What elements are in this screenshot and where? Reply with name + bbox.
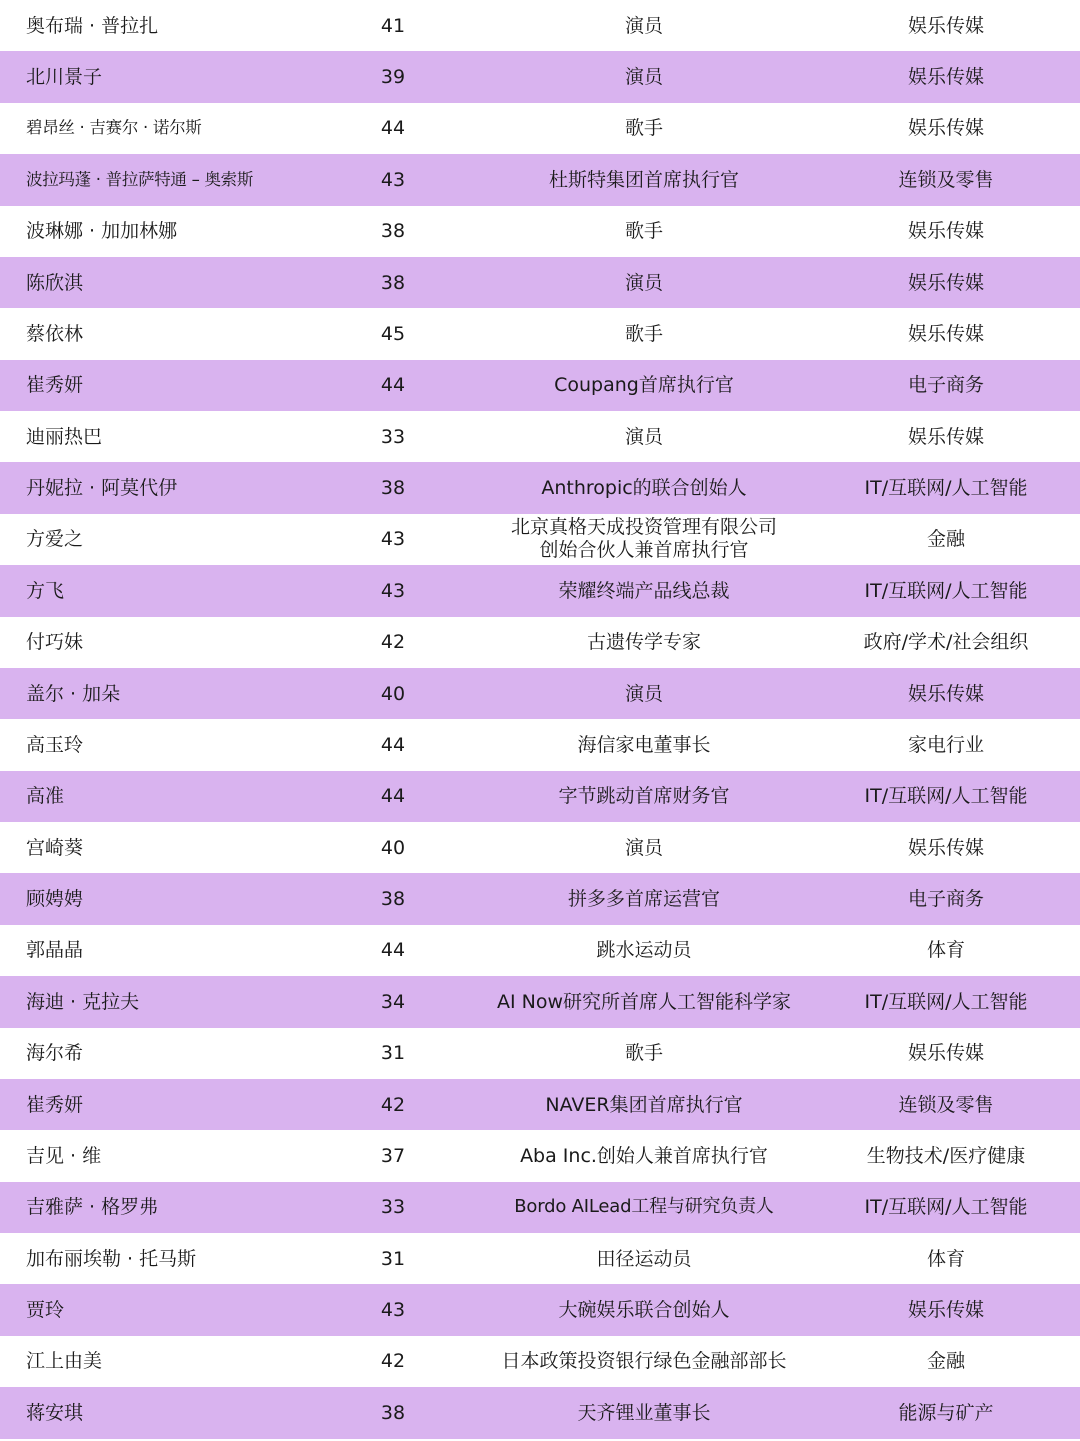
name-cell: 方爱之 xyxy=(26,528,84,551)
table-row xyxy=(0,514,1080,565)
industry-cell: 娱乐传媒 xyxy=(907,117,984,140)
age-cell: 44 xyxy=(380,785,406,808)
table-row xyxy=(0,668,1080,719)
name-cell: 江上由美 xyxy=(26,1350,103,1373)
title-cell: 大碗娱乐联合创始人 xyxy=(558,1299,730,1322)
industry-cell: 体育 xyxy=(926,1247,965,1270)
age-cell: 43 xyxy=(380,1299,406,1322)
name-cell: 波拉玛蓬 · 普拉萨特通 – 奥索斯 xyxy=(26,169,254,189)
name-cell: 崔秀妍 xyxy=(26,1093,84,1116)
title-cell: 歌手 xyxy=(624,117,663,140)
name-cell: 吉见 · 维 xyxy=(26,1144,102,1167)
title-cell: 字节跳动首席财务官 xyxy=(558,785,730,808)
title-cell: AI Now研究所首席人工智能科学家 xyxy=(496,990,792,1013)
age-cell: 34 xyxy=(380,990,406,1013)
age-cell: 31 xyxy=(380,1042,406,1065)
name-cell: 高玉玲 xyxy=(26,733,84,756)
age-cell: 43 xyxy=(380,168,406,191)
title-cell: 演员 xyxy=(624,14,663,37)
industry-cell: 家电行业 xyxy=(907,733,984,756)
industry-cell: 娱乐传媒 xyxy=(907,66,984,89)
age-cell: 38 xyxy=(380,220,406,243)
table-row xyxy=(0,360,1080,411)
title-cell: 演员 xyxy=(624,66,663,89)
title-cell: 歌手 xyxy=(624,322,663,345)
name-cell: 迪丽热巴 xyxy=(26,425,103,448)
name-cell: 海迪 · 克拉夫 xyxy=(26,990,140,1013)
industry-cell: 生物技术/医疗健康 xyxy=(866,1144,1026,1167)
name-cell: 崔秀妍 xyxy=(26,374,84,397)
industry-cell: 金融 xyxy=(926,1350,965,1373)
industry-cell: 电子商务 xyxy=(907,374,984,397)
title-cell: 杜斯特集团首席执行官 xyxy=(548,168,739,191)
name-cell: 丹妮拉 · 阿莫代伊 xyxy=(26,477,178,500)
table-row xyxy=(0,1387,1080,1438)
name-cell: 碧昂丝 · 吉赛尔 · 诺尔斯 xyxy=(26,118,202,138)
name-cell: 波琳娜 · 加加林娜 xyxy=(26,220,178,243)
industry-cell: 娱乐传媒 xyxy=(907,322,984,345)
name-cell: 贾玲 xyxy=(26,1299,65,1322)
industry-cell: 娱乐传媒 xyxy=(907,1042,984,1065)
title-cell: Anthropic的联合创始人 xyxy=(541,477,747,500)
industry-cell: 政府/学术/社会组织 xyxy=(863,631,1029,654)
industry-cell: 娱乐传媒 xyxy=(907,425,984,448)
table-row xyxy=(0,1233,1080,1284)
age-cell: 33 xyxy=(380,1196,406,1219)
title-cell: 天齐锂业董事长 xyxy=(577,1401,711,1424)
table-row xyxy=(0,565,1080,616)
title-cell: 歌手 xyxy=(624,220,663,243)
age-cell: 42 xyxy=(380,631,406,654)
name-cell: 北川景子 xyxy=(26,66,103,89)
title-cell xyxy=(476,516,812,562)
title-cell: 歌手 xyxy=(624,1042,663,1065)
age-cell: 44 xyxy=(380,733,406,756)
table-row xyxy=(0,1336,1080,1387)
age-cell: 38 xyxy=(380,477,406,500)
industry-cell: 体育 xyxy=(926,939,965,962)
table-row xyxy=(0,1028,1080,1079)
table-row xyxy=(0,771,1080,822)
title-cell: Coupang首席执行官 xyxy=(554,374,734,397)
table-row xyxy=(0,1182,1080,1233)
table-row xyxy=(0,925,1080,976)
name-cell: 宫崎葵 xyxy=(26,836,84,859)
industry-cell: 娱乐传媒 xyxy=(907,271,984,294)
title-cell: 海信家电董事长 xyxy=(577,733,711,756)
name-cell: 高准 xyxy=(26,785,65,808)
title-cell: 日本政策投资银行绿色金融部部长 xyxy=(501,1350,787,1373)
name-cell: 顾娉娉 xyxy=(26,888,84,911)
name-cell: 方飞 xyxy=(26,579,65,602)
table-row xyxy=(0,0,1080,51)
title-cell: 演员 xyxy=(624,271,663,294)
title-cell: 古遗传学专家 xyxy=(586,631,701,654)
industry-cell: 金融 xyxy=(926,528,965,551)
title-cell: 演员 xyxy=(624,682,663,705)
table-row xyxy=(0,257,1080,308)
industry-cell: 能源与矿产 xyxy=(898,1401,994,1424)
age-cell: 37 xyxy=(380,1144,406,1167)
title-cell: 演员 xyxy=(624,425,663,448)
title-cell: NAVER集团首席执行官 xyxy=(545,1093,743,1116)
age-cell: 42 xyxy=(380,1093,406,1116)
age-cell: 44 xyxy=(380,117,406,140)
name-cell: 吉雅萨 · 格罗弗 xyxy=(26,1196,159,1219)
age-cell: 44 xyxy=(380,374,406,397)
title-cell: Aba Inc.创始人兼首席执行官 xyxy=(520,1144,768,1167)
industry-cell: 娱乐传媒 xyxy=(907,1299,984,1322)
industry-cell: 娱乐传媒 xyxy=(907,682,984,705)
name-cell: 蔡依林 xyxy=(26,322,84,345)
industry-cell: IT/互联网/人工智能 xyxy=(864,1196,1028,1219)
table-row xyxy=(0,719,1080,770)
table-row xyxy=(0,103,1080,154)
age-cell: 38 xyxy=(380,271,406,294)
industry-cell: IT/互联网/人工智能 xyxy=(864,990,1028,1013)
table-row xyxy=(0,1130,1080,1181)
name-cell: 付巧妹 xyxy=(26,631,84,654)
table-row xyxy=(0,1284,1080,1335)
name-cell: 加布丽埃勒 · 托马斯 xyxy=(26,1247,197,1270)
title-cell: 荣耀终端产品线总裁 xyxy=(558,579,730,602)
age-cell: 43 xyxy=(380,528,406,551)
age-cell: 38 xyxy=(380,888,406,911)
title-cell: 田径运动员 xyxy=(596,1247,692,1270)
table-row xyxy=(0,822,1080,873)
table-row xyxy=(0,411,1080,462)
name-cell: 奥布瑞 · 普拉扎 xyxy=(26,14,159,37)
age-cell: 41 xyxy=(380,14,406,37)
name-cell: 盖尔 · 加朵 xyxy=(26,682,121,705)
title-cell: 跳水运动员 xyxy=(596,939,692,962)
table-row xyxy=(0,873,1080,924)
table-row xyxy=(0,154,1080,205)
table-row xyxy=(0,308,1080,359)
name-cell: 蒋安琪 xyxy=(26,1401,84,1424)
table-row xyxy=(0,1079,1080,1130)
title-line: 北京真格天成投资管理有限公司 xyxy=(510,516,777,539)
title-cell: Bordo AILead工程与研究负责人 xyxy=(514,1196,774,1218)
age-cell: 31 xyxy=(380,1247,406,1270)
age-cell: 39 xyxy=(380,66,406,89)
industry-cell: 娱乐传媒 xyxy=(907,836,984,859)
age-cell: 44 xyxy=(380,939,406,962)
title-cell: 拼多多首席运营官 xyxy=(567,888,720,911)
age-cell: 45 xyxy=(380,322,406,345)
table-row xyxy=(0,617,1080,668)
industry-cell: 娱乐传媒 xyxy=(907,220,984,243)
industry-cell: 连锁及零售 xyxy=(898,168,994,191)
title-cell: 演员 xyxy=(624,836,663,859)
age-cell: 38 xyxy=(380,1401,406,1424)
table-row xyxy=(0,51,1080,102)
name-cell: 郭晶晶 xyxy=(26,939,84,962)
industry-cell: 电子商务 xyxy=(907,888,984,911)
title-line: 创始合伙人兼首席执行官 xyxy=(539,539,749,562)
name-cell: 海尔希 xyxy=(26,1042,84,1065)
table-row xyxy=(0,206,1080,257)
age-cell: 43 xyxy=(380,579,406,602)
age-cell: 42 xyxy=(380,1350,406,1373)
table-row xyxy=(0,976,1080,1027)
name-cell: 陈欣淇 xyxy=(26,271,84,294)
table-row xyxy=(0,462,1080,513)
industry-cell: 娱乐传媒 xyxy=(907,14,984,37)
industry-cell: 连锁及零售 xyxy=(898,1093,994,1116)
age-cell: 33 xyxy=(380,425,406,448)
industry-cell: IT/互联网/人工智能 xyxy=(864,477,1028,500)
age-cell: 40 xyxy=(380,836,406,859)
age-cell: 40 xyxy=(380,682,406,705)
industry-cell: IT/互联网/人工智能 xyxy=(864,785,1028,808)
industry-cell: IT/互联网/人工智能 xyxy=(864,579,1028,602)
